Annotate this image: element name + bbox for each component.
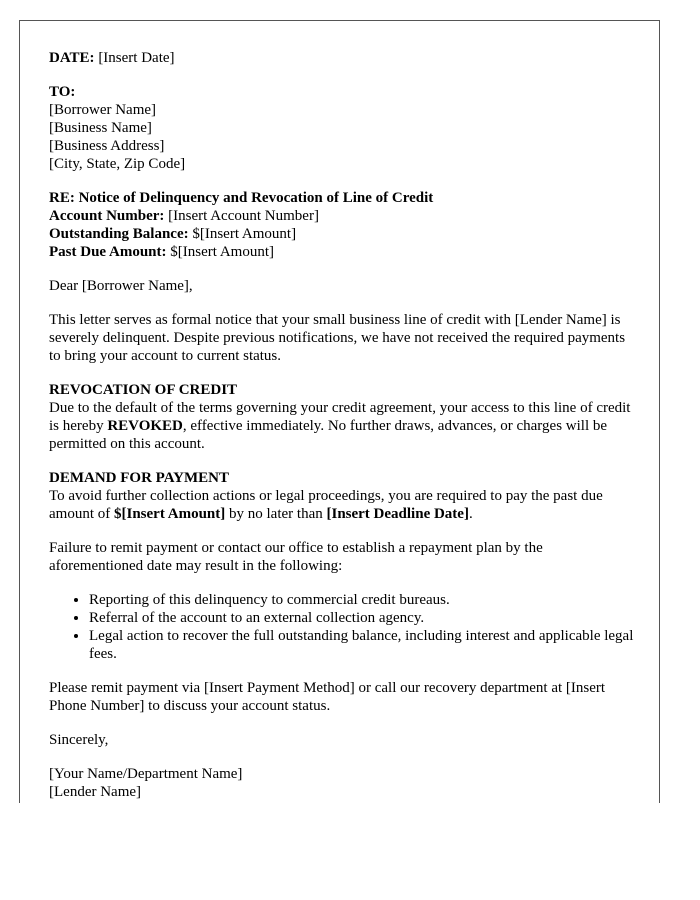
past-due-value: $[Insert Amount]: [166, 244, 274, 260]
account-number-value: [Insert Account Number]: [164, 208, 319, 224]
subject-line: RE: Notice of Delinquency and Revocation of Line of Credit: [49, 190, 434, 206]
demand-section: [49, 469, 639, 523]
date-value: [Insert Date]: [94, 50, 175, 66]
demand-amount: $[Insert Amount]: [114, 506, 226, 522]
recipient-line: [Business Name]: [49, 120, 152, 136]
closing-paragraph: Please remit payment via [Insert Payment Method] or call our recovery department at [Insert Phone Number] to discuss your account status.: [49, 680, 606, 714]
consequences-list: [49, 591, 639, 663]
signoff: Sincerely,: [49, 732, 109, 748]
account-number-label: Account Number:: [49, 208, 165, 224]
outstanding-balance-value: $[Insert Amount]: [188, 226, 297, 242]
demand-text-after: .: [468, 506, 473, 522]
recipient-block: [49, 83, 639, 173]
recipient-line: [City, State, Zip Code]: [49, 156, 186, 172]
reference-block: [49, 189, 639, 261]
salutation: Dear [Borrower Name],: [49, 278, 193, 294]
list-item: • Reporting of this delinquency to commercial credit bureaus.: [89, 591, 639, 609]
account-number-line: [49, 207, 639, 225]
past-due-line: [49, 243, 639, 261]
failure-paragraph: Failure to remit payment or contact our office to establish a repayment plan by the aforementioned date may result in the following:: [49, 540, 543, 574]
revocation-heading: REVOCATION OF CREDIT: [49, 382, 238, 398]
demand-text-before: To avoid further collection actions or legal proceedings, you are required to pay the past due amount of: [49, 488, 603, 522]
signature-line: [Your Name/Department Name]: [49, 766, 243, 782]
demand-deadline: [Insert Deadline Date]: [326, 506, 469, 522]
revoked-emphasis: REVOKED: [107, 418, 183, 434]
outstanding-balance-line: [49, 225, 639, 243]
recipient-line: [Borrower Name]: [49, 102, 157, 118]
signature-block: [49, 765, 639, 801]
date-label: DATE:: [49, 50, 95, 66]
demand-heading: DEMAND FOR PAYMENT: [49, 470, 229, 486]
date-line: [49, 49, 639, 67]
revocation-text-after: , effective immediately. No further draws, advances, or charges will be permitted on this account.: [49, 418, 608, 452]
letter-page: [19, 20, 660, 803]
letter-content: [49, 49, 639, 801]
past-due-label: Past Due Amount:: [49, 244, 167, 260]
intro-paragraph: This letter serves as formal notice that your small business line of credit with [Lender Name] is severely delinquent. Despite previous notifications, we have not received the required payments to bring your account to current status.: [49, 312, 626, 364]
list-item: • Referral of the account to an external collection agency.: [89, 609, 639, 627]
revocation-text-before: Due to the default of the terms governing your credit agreement, your access to this line of credit is hereby: [49, 400, 631, 434]
demand-text-middle: by no later than: [225, 506, 327, 522]
list-item: • Legal action to recover the full outstanding balance, including interest and applicable legal fees.: [89, 627, 639, 663]
signature-line: [Lender Name]: [49, 784, 142, 800]
outstanding-balance-label: Outstanding Balance:: [49, 226, 189, 242]
revocation-section: [49, 381, 639, 453]
recipient-line: [Business Address]: [49, 138, 165, 154]
to-label: TO:: [49, 84, 76, 100]
